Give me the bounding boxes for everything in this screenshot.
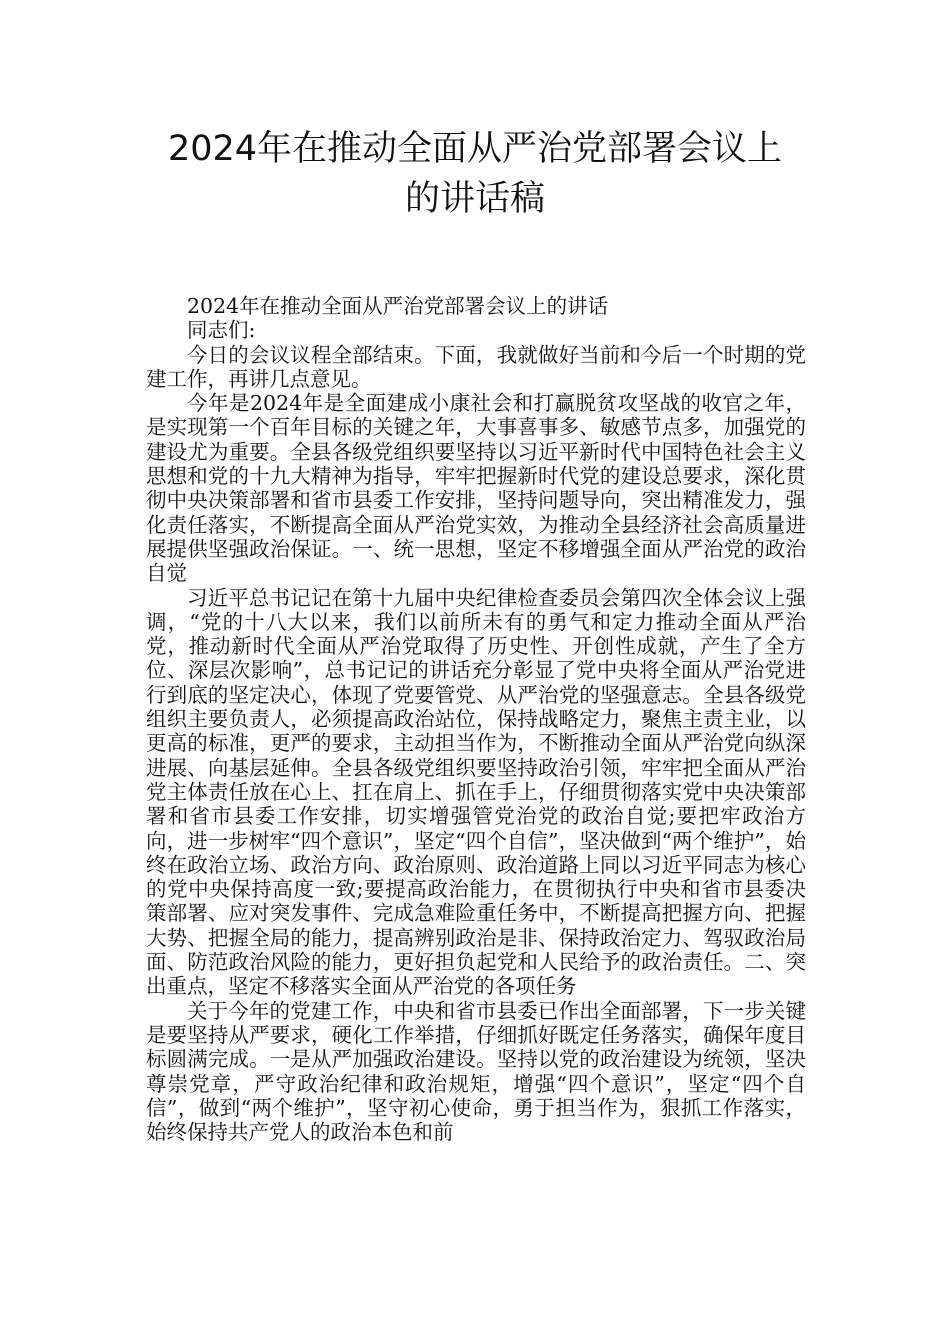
salutation: 同志们: xyxy=(187,318,256,343)
document-title-line-2: 的讲话稿 xyxy=(404,179,545,219)
document-title xyxy=(100,124,850,224)
paragraph-4: 关于今年的党建工作，中央和省市县委已作出全面部署，下一步关键是要坚持从严要求，硬化工作举措，仔细抓好既定任务落实，确保年度目标圆满完成。一是从严加强政治建设。坚持以党的政治建设为统领，坚决尊崇党章，严守政治纪律和政治规矩，增强“四个意识”，坚定“四个自信”，做到“两个维护”，坚守初心使命，勇于担当作为，狠抓工作落实，始终保持共产党人的政治本色和前 xyxy=(146,998,806,1145)
document-subtitle: 2024年在推动全面从严治党部署会议上的讲话 xyxy=(187,294,609,318)
paragraph-1: 今日的会议议程全部结束。下面，我就做好当前和今后一个时期的党建工作，再讲几点意见。 xyxy=(146,342,806,391)
paragraph-2: 今年是2024年是全面建成小康社会和打赢脱贫攻坚战的收官之年，是实现第一个百年目标的关键之年，大事喜事多、敏感节点多，加强党的建设尤为重要。全县各级党组织要坚持以习近平新时代中国特色社会主义思想和党的十九大精神为指导，牢牢把握新时代党的建设总要求，深化贯彻中央决策部署和省市县委工作安排，坚持问题导向，突出精准发力，强化责任落实，不断提高全面从严治党实效，为推动全县经济社会高质量进展提供坚强政治保证。一、统一思想，坚定不移增强全面从严治党的政治自觉 xyxy=(146,391,806,586)
document-body xyxy=(146,294,806,1144)
paragraph-3: 习近平总书记记在第十九届中央纪律检查委员会第四次全体会议上强调，“党的十八大以来，我们以前所未有的勇气和定力推动全面从严治党，推动新时代全面从严治党取得了历史性、开创性成就，产生了全方位、深层次影响”，总书记记的讲话充分彰显了党中央将全面从严治党进行到底的坚定决心，体现了党要管党、从严治党的坚强意志。全县各级党组织主要负责人，必须提高政治站位，保持战略定力，聚焦主责主业，以更高的标准，更严的要求，主动担当作为，不断推动全面从严治党向纵深进展、向基层延伸。全县各级党组织要坚持政治引领，牢牢把全面从严治党主体责任放在心上、扛在肩上、抓在手上，仔细贯彻落实党中央决策部署和省市县委工作安排，切实增强管党治党的政治自觉;要把牢政治方向，进一步树牢“四个意识”，坚定“四个自信”，坚决做到“两个维护”，始终在政治立场、政治方向、政治原则、政治道路上同以习近平同志为核心的党中央保持高度一致;要提高政治能力，在贯彻执行中央和省市县委决策部署、应对突发事件、完成急难险重任务中，不断提高把握方向、把握大势、把握全局的能力，提高辨别政治是非、保持政治定力、驾驭政治局面、防范政治风险的能力，更好担负起党和人民给予的政治责任。二、突出重点，坚定不移落实全面从严治党的各项任务 xyxy=(146,585,806,999)
document-title-line-1: 2024年在推动全面从严治党部署会议上 xyxy=(167,129,783,169)
